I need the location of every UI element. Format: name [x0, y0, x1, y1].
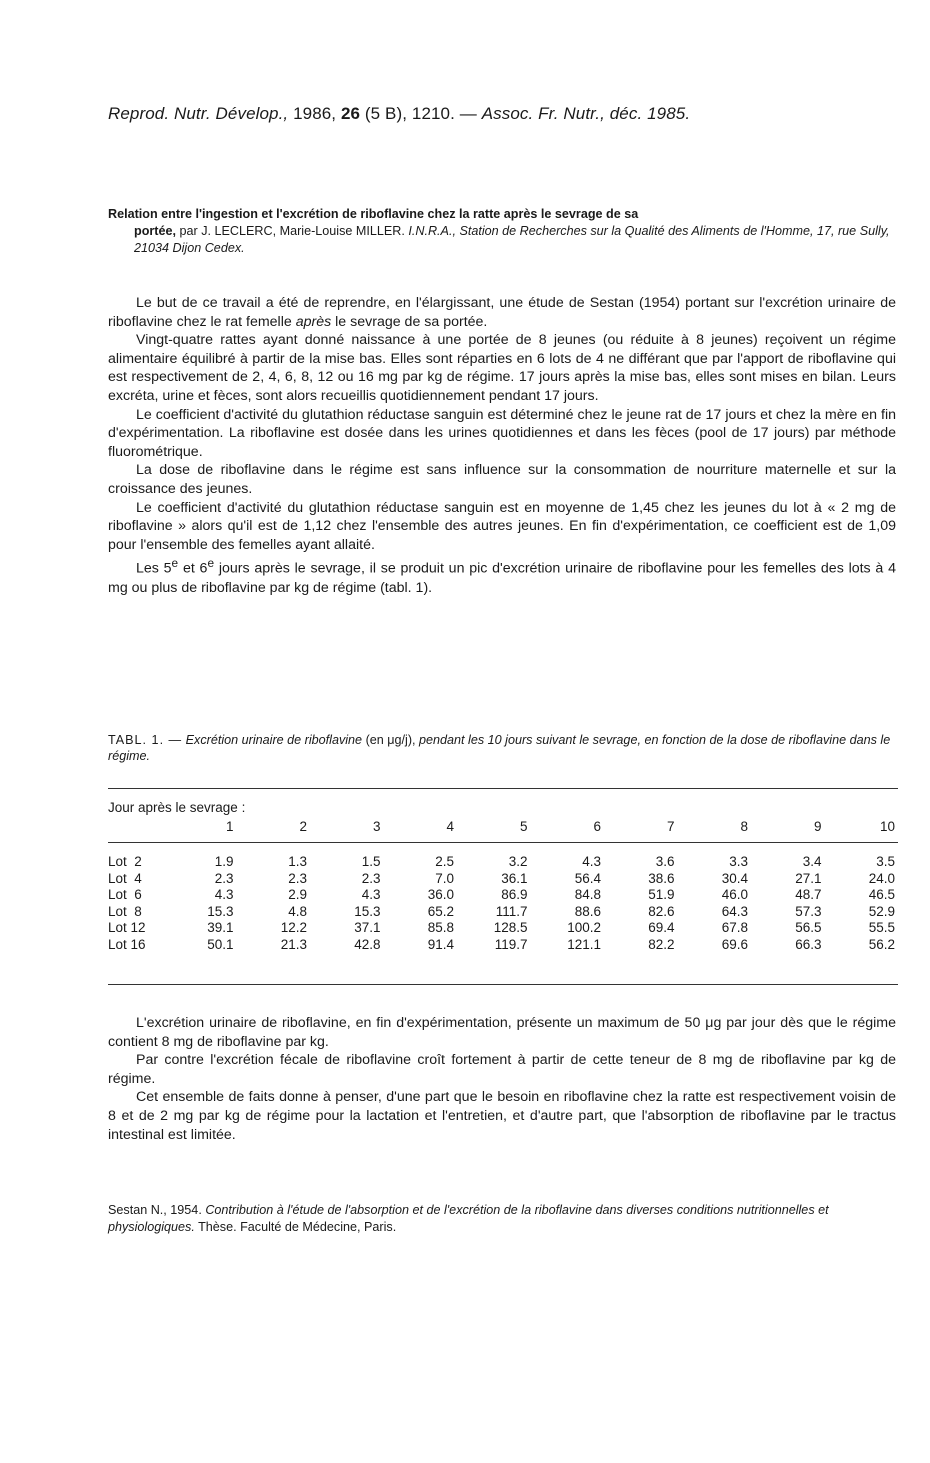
table-cell: 24.0	[868, 870, 895, 886]
body-paragraph-6	[108, 554, 896, 597]
table-cell: 2.3	[288, 870, 307, 886]
table-cell: 3.6	[655, 854, 675, 869]
article-body	[108, 294, 896, 597]
journal-volume: 26	[340, 104, 361, 123]
table-cell: 55.5	[868, 920, 895, 936]
table-day-header: 5	[519, 818, 528, 834]
table-cell: 2.3	[214, 870, 234, 886]
article-title-block	[108, 206, 898, 257]
table-day-header: 2	[299, 818, 307, 834]
article-authors: par J. LECLERC, Marie-Louise MILLER.	[179, 224, 405, 238]
reference-entry	[108, 1202, 896, 1236]
table-cell: 84.8	[574, 887, 601, 903]
table-cell: 88.6	[574, 903, 601, 919]
table-cell: 15.3	[207, 903, 234, 919]
table-cell: 111.7	[495, 903, 528, 919]
table-cell: 56.5	[795, 920, 822, 936]
table-cell: 15.3	[354, 903, 381, 919]
table-cell: 4.3	[214, 887, 234, 903]
table-cell: 36.1	[501, 870, 528, 886]
table-cell: 121.1	[567, 936, 601, 952]
table-cell: 82.6	[648, 903, 675, 919]
table-cell: 52.9	[868, 903, 895, 919]
table-header-rule	[108, 842, 898, 843]
table-row-lot: Lot 8	[108, 903, 142, 919]
table-cell: 51.9	[648, 887, 675, 903]
article-affiliation: I.N.R.A., Station de Recherches sur la Qualité des Aliments de l'Homme, 17, rue Sully, 21034 Dijon Cedex.	[134, 224, 890, 255]
table-day-header: 6	[593, 818, 601, 834]
table-cell: 12.2	[280, 920, 307, 936]
table-day-header: 7	[666, 818, 675, 834]
table-cell: 39.1	[207, 920, 234, 936]
table-cell: 1.3	[288, 854, 307, 869]
journal-issue-page: (5 B), 1210.	[364, 104, 455, 123]
ordinal-superscript-1: e	[171, 556, 179, 571]
table-cell: 36.0	[427, 887, 454, 903]
table-cell: 27.1	[795, 870, 822, 886]
table-cell: 69.6	[721, 936, 748, 952]
table-cell: 67.8	[721, 920, 748, 936]
table-cell: 48.7	[795, 887, 822, 903]
table-cell: 4.3	[361, 887, 381, 903]
table-cell: 56.2	[868, 936, 895, 952]
association-name: Assoc. Fr. Nutr., déc. 1985.	[481, 104, 691, 123]
table-row-lot: Lot 12	[108, 920, 146, 936]
table-cell: 3.3	[729, 854, 748, 869]
table-cell: 2.5	[435, 854, 454, 869]
table-body	[108, 854, 895, 954]
body-paragraph-2: Vingt-quatre rattes ayant donné naissance à une portée de 8 jeunes (ou réduite à 8 jeunes) reçoivent un régime alimentaire équilibré à partir de la mise bas. Elles sont réparties en 6 lots de 4 ne différant que par l'apport de riboflavine qui est respectivement de 2, 4, 6, 8, 12 ou 16 mg par kg de régime. 17 jours après la mise bas, elles sont mises en bilan. Leurs excréta, urine et fèces, sont alors recueillis quotidiennement pendant 17 jours.	[108, 332, 896, 404]
reference-publisher: Thèse. Faculté de Médecine, Paris.	[198, 1220, 397, 1234]
journal-year: 1986,	[293, 104, 337, 123]
table-day-header: 10	[879, 818, 895, 834]
table-cell: 3.4	[802, 854, 822, 869]
table-row	[108, 920, 895, 937]
table-header-row	[108, 818, 895, 836]
conclusion-paragraph-2: Par contre l'excrétion fécale de riboflavine croît fortement à partir de cette teneur de 8 mg de riboflavine par kg de régime.	[108, 1052, 896, 1087]
table-cell: 50.1	[207, 936, 234, 952]
table-caption-label: TABL. 1. —	[108, 733, 183, 747]
table-cell: 86.9	[501, 887, 528, 903]
body-paragraph-1-emphasis: après	[295, 313, 332, 330]
body-paragraph-5: Le coefficient d'activité du glutathion réductase sanguin est en moyenne de 1,45 chez les jeunes du lot à « 2 mg de riboflavine » alors qu'il est de 1,12 chez l'ensemble des autres jeunes. En fin d'expérimentation, ce coefficient est de 1,09 pour l'ensemble des femelles ayant allaité.	[108, 499, 896, 553]
body-paragraph-1-text-b: le sevrage de sa portée.	[335, 313, 488, 330]
table-header	[108, 818, 895, 836]
table-cell: 119.7	[494, 936, 528, 952]
table-row-lot: Lot 6	[108, 887, 142, 903]
body-paragraph-6-text-b: et 6	[182, 561, 208, 578]
table-row-lot: Lot 2	[108, 854, 142, 869]
table-day-header: 9	[813, 818, 822, 834]
running-header	[108, 104, 884, 124]
table-cell: 91.4	[427, 936, 454, 952]
ordinal-superscript-2: e	[207, 556, 215, 571]
table-cell: 69.4	[648, 920, 675, 936]
table-row-lot: Lot 4	[108, 870, 142, 886]
table-cell: 37.1	[354, 920, 381, 936]
table-row	[108, 854, 895, 871]
table-cell: 1.9	[214, 854, 234, 869]
table-day-header: 4	[446, 818, 454, 834]
reference-title: Contribution à l'étude de l'absorption et de l'excrétion de la riboflavine dans diverses conditions nutritionnelles et physiologiques.	[108, 1203, 829, 1234]
body-paragraph-6-text-a: Les 5	[136, 561, 172, 578]
body-paragraph-4: La dose de riboflavine dans le régime est sans influence sur la consommation de nourriture maternelle et sur la croissance des jeunes.	[108, 462, 896, 497]
table-cell: 4.8	[288, 903, 307, 919]
body-paragraph-6-text-c: jours après le sevrage, il se produit un pic d'excrétion urinaire de riboflavine pour les femelles des lots à 4 mg ou plus de riboflavine par kg de régime (tabl. 1).	[108, 561, 896, 596]
table-row	[108, 871, 895, 888]
article-title-continuation	[108, 223, 898, 257]
journal-name: Reprod. Nutr. Dévelop.,	[108, 104, 289, 123]
table-day-header: 3	[372, 818, 381, 834]
table-cell: 1.5	[361, 854, 381, 869]
body-paragraph-1	[108, 294, 896, 331]
reference-author: Sestan N., 1954.	[108, 1203, 202, 1217]
table-row-lot: Lot 16	[108, 936, 146, 952]
table-cell: 7.0	[435, 870, 454, 886]
table-row	[108, 904, 895, 921]
table-cell: 82.2	[648, 936, 675, 952]
conclusion-text	[108, 1014, 896, 1144]
table-cell: 2.3	[361, 870, 381, 886]
table-cell: 46.0	[721, 887, 748, 903]
article-title-line1: Relation entre l'ingestion et l'excrétion de riboflavine chez la ratte après le sevrage de sa	[108, 207, 639, 221]
table-cell: 66.3	[795, 936, 822, 952]
table-header-spacer	[108, 818, 160, 836]
table-cell: 30.4	[721, 870, 748, 886]
table-cell: 42.8	[354, 936, 381, 952]
table-caption-unit: (en μg/j),	[365, 733, 416, 747]
table-day-header: 1	[225, 818, 234, 834]
table-cell: 3.5	[876, 854, 895, 869]
header-dash: —	[459, 104, 477, 123]
table-cell: 2.9	[288, 887, 307, 903]
table-cell: 100.2	[567, 920, 601, 936]
table-caption-title: Excrétion urinaire de riboflavine	[185, 733, 363, 747]
table-cell: 21.3	[280, 936, 307, 952]
table-top-rule	[108, 788, 898, 789]
table-cell: 46.5	[868, 887, 895, 903]
table-caption	[108, 732, 898, 764]
body-paragraph-3: Le coefficient d'activité du glutathion réductase sanguin est déterminé chez le jeune rat de 17 jours et chez la mère en fin d'expérimentation. La riboflavine est dosée dans les urines quotidiennes et dans les fèces (pool de 17 jours) par méthode fluorométrique.	[108, 406, 896, 460]
table-row	[108, 887, 895, 904]
table-cell: 38.6	[648, 870, 675, 886]
table-cell: 56.4	[574, 870, 601, 886]
conclusion-paragraph-1: L'excrétion urinaire de riboflavine, en fin d'expérimentation, présente un maximum de 50 μg par jour dès que le régime contient 8 mg de riboflavine par kg.	[108, 1015, 896, 1050]
article-title-line2: portée,	[134, 224, 176, 238]
table-bottom-rule	[108, 984, 898, 985]
body-paragraph-1-text-a: Le but de ce travail a été de reprendre, en l'élargissant, une étude de Sestan (1954) portant sur l'excrétion urinaire de riboflavine chez le rat femelle	[108, 295, 896, 330]
table-cell: 64.3	[721, 903, 748, 919]
table-day-header: 8	[740, 818, 748, 834]
table-cell: 85.8	[427, 920, 454, 936]
table-day-label: Jour après le sevrage :	[108, 800, 246, 815]
table-row	[108, 937, 895, 954]
table-caption-description: pendant les 10 jours suivant le sevrage, en fonction de la dose de riboflavine dans le régime.	[108, 733, 891, 763]
table-cell: 4.3	[582, 854, 601, 869]
conclusion-paragraph-3: Cet ensemble de faits donne à penser, d'une part que le besoin en riboflavine chez la ratte est respectivement voisin de 8 et de 2 mg par kg de régime pour la lactation et l'entretien, et d'autre part, que l'absorption de riboflavine par le tractus intestinal est limitée.	[108, 1089, 896, 1143]
table-cell: 57.3	[795, 903, 822, 919]
table-cell: 128.5	[493, 920, 528, 936]
table-cell: 3.2	[508, 854, 528, 869]
table-cell: 65.2	[427, 903, 454, 919]
